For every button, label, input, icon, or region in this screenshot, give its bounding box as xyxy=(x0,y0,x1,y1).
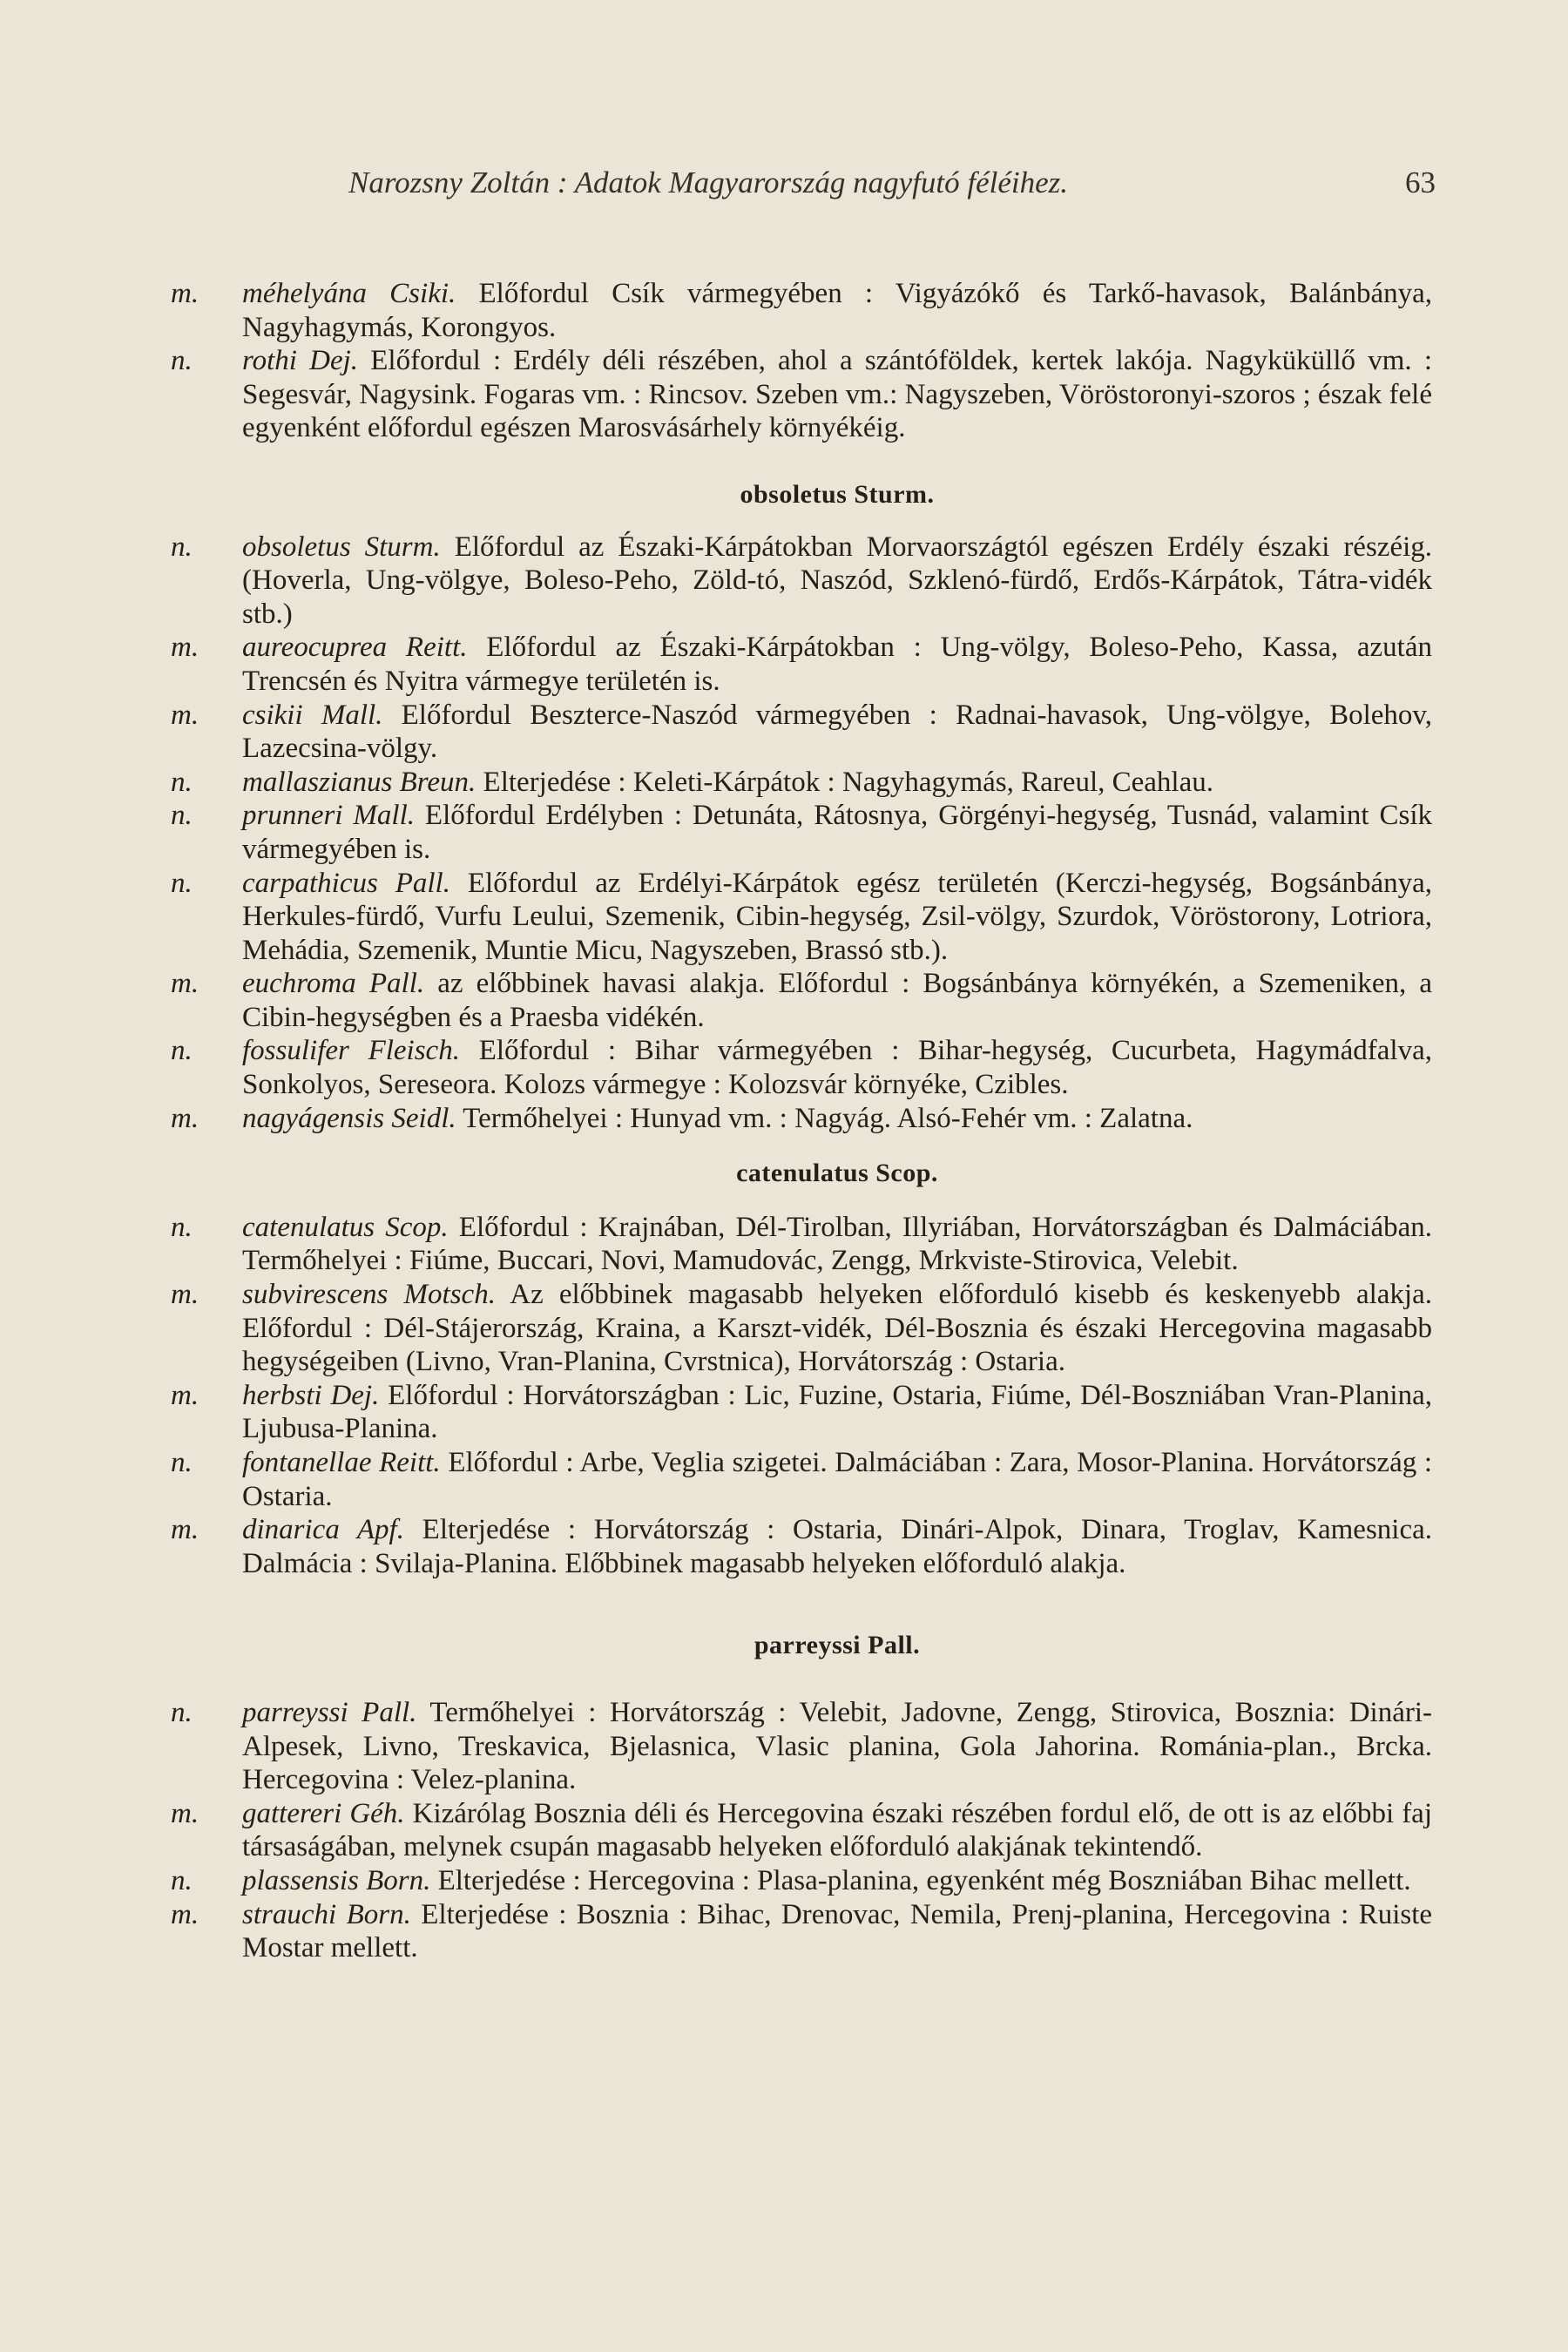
entry-species-name: nagyágensis Seidl. xyxy=(242,1102,456,1134)
entry-description: Termőhelyei : Horvátország : Velebit, Jadovne, Zengg, Stirovica, Bosznia: Dinári-Alpesek, Livno, Treskavica, Bjelasnica, Vlasic planina, Gola Jahorina. Románia-plan., Brcka. Hercegovina : Velez-planina. xyxy=(242,1696,1433,1796)
species-entry xyxy=(171,1379,1432,1446)
entry-prefix: m. xyxy=(171,1379,199,1411)
entry-species-name: catenulatus Scop. xyxy=(242,1211,449,1243)
entry-species-name: fossulifer Fleisch. xyxy=(242,1035,460,1067)
entry-species-name: fontanellae Reitt. xyxy=(242,1447,441,1478)
entry-prefix: n. xyxy=(171,1447,193,1478)
entry-description: Kizárólag Bosznia déli és Hercegovina északi részében fordul elő, de ott is az előbbi faj társaságában, melynek csupán magasabb helyeken előforduló alakjának tekintendő. xyxy=(242,1797,1432,1863)
species-entry xyxy=(171,1034,1432,1101)
species-entry xyxy=(171,967,1432,1034)
entry-description: az előbbinek havasi alakja. Előfordul : Bogsánbánya környékén, a Szemeniken, a Cibin-hegységben és a Praesba vidékén. xyxy=(242,968,1432,1033)
page-number: 63 xyxy=(1405,166,1436,199)
entry-prefix: n. xyxy=(171,345,193,377)
entry-prefix: n. xyxy=(171,766,193,798)
entry-description: Előfordul : Krajnában, Dél-Tirolban, Illyriában, Horvátországban és Dalmáciában. Termőhelyei : Fiúme, Buccari, Novi, Mamudovác, Zengg, Mrkviste-Stirovica, Velebit. xyxy=(242,1211,1432,1277)
species-entry xyxy=(171,766,1432,800)
entry-description: Előfordul az Északi-Kárpátokban Morvaországtól egészen Erdély északi részéig. (Hoverla, Ung-völgye, Boleso-Peho, Zöld-tó, Naszód, Szklenó-fürdő, Erdős-Kárpátok, Tátra-vidék stb.) xyxy=(242,531,1433,630)
entry-species-name: carpathicus Pall. xyxy=(242,867,450,899)
entry-prefix: n. xyxy=(171,1696,193,1728)
species-entry xyxy=(171,1797,1432,1864)
species-entry xyxy=(171,631,1432,698)
section-heading-obsoletus: obsoletus Sturm. xyxy=(740,479,935,509)
section-heading-catenulatus: catenulatus Scop. xyxy=(736,1159,938,1188)
entry-prefix: n. xyxy=(171,1035,193,1067)
species-entry xyxy=(171,1864,1432,1898)
entry-prefix: m. xyxy=(171,1898,199,1930)
entry-prefix: m. xyxy=(171,632,199,664)
entry-prefix: m. xyxy=(171,1797,199,1829)
entry-description: Elterjedése : Bosznia : Bihac, Drenovac, Nemila, Prenj-planina, Hercegovina : Ruiste Mostar mellett. xyxy=(242,1898,1433,1964)
entry-species-name: strauchi Born. xyxy=(242,1898,411,1930)
entry-species-name: prunneri Mall. xyxy=(242,800,415,832)
entry-prefix: n. xyxy=(171,1864,193,1896)
entry-species-name: plassensis Born. xyxy=(242,1864,431,1896)
species-entry xyxy=(171,799,1432,866)
entry-species-name: euchroma Pall. xyxy=(242,968,425,1000)
entry-description: Előfordul Beszterce-Naszód vármegyében : Radnai-havasok, Ung-völgye, Bolehov, Lazecsina-völgy. xyxy=(242,699,1433,765)
species-entry xyxy=(171,867,1432,968)
section-heading-parreyssi: parreyssi Pall. xyxy=(754,1631,921,1660)
entry-prefix: n. xyxy=(171,1211,193,1243)
species-entry xyxy=(171,1278,1432,1379)
entry-species-name: csikii Mall. xyxy=(242,699,383,731)
entry-description: Előfordul az Északi-Kárpátokban : Ung-völgy, Boleso-Peho, Kassa, azután Trencsén és Nyitra vármegye területén is. xyxy=(242,632,1432,697)
entry-description: Elterjedése : Keleti-Kárpátok : Nagyhagymás, Rareul, Ceahlau. xyxy=(483,766,1213,798)
entry-list-catenulatus xyxy=(171,1211,1432,1581)
entry-species-name: mallaszianus Breun. xyxy=(242,766,476,798)
entry-description: Előfordul : Arbe, Veglia szigetei. Dalmáciában : Zara, Mosor-Planina. Horvátország : Ostaria. xyxy=(242,1447,1433,1512)
entry-species-name: aureocuprea Reitt. xyxy=(242,632,468,664)
species-entry xyxy=(171,1102,1432,1136)
entry-description: Elterjedése : Hercegovina : Plasa-planina, egyenként még Boszniában Bihac mellett. xyxy=(437,1864,1411,1896)
entry-description: Előfordul az Erdélyi-Kárpátok egész területén (Kerczi-hegység, Bogsánbánya, Herkules-fürdő, Vurfu Leului, Szemenik, Cibin-hegység, Zsil-völgy, Szurdok, Vöröstorony, Lotriora, Mehádia, Szemenik, Muntie Micu, Nagyszeben, Brassó stb.). xyxy=(242,867,1433,966)
entry-list-parreyssi xyxy=(171,1696,1432,1965)
entry-description: Előfordul Erdélyben : Detunáta, Rátosnya, Görgényi-hegység, Tusnád, valamint Csík vármegyében is. xyxy=(242,800,1432,865)
entry-prefix: m. xyxy=(171,699,199,731)
entry-prefix: n. xyxy=(171,867,193,899)
entry-prefix: m. xyxy=(171,1279,199,1311)
entry-species-name: parreyssi Pall. xyxy=(242,1696,417,1728)
entry-species-name: rothi Dej. xyxy=(242,345,359,377)
entry-description: Termőhelyei : Hunyad vm. : Nagyág. Alsó-Fehér vm. : Zalatna. xyxy=(463,1102,1193,1134)
entry-description: Előfordul Csík vármegyében : Vigyázókő és Tarkő-havasok, Balánbánya, Nagyhagymás, Korongyos. xyxy=(242,278,1433,343)
entry-list-top xyxy=(171,277,1432,445)
species-entry xyxy=(171,699,1432,766)
entry-prefix: m. xyxy=(171,1514,199,1546)
species-entry xyxy=(171,277,1432,344)
entry-prefix: m. xyxy=(171,968,199,1000)
entry-prefix: m. xyxy=(171,1102,199,1134)
species-entry xyxy=(171,1898,1432,1965)
entry-species-name: obsoletus Sturm. xyxy=(242,531,441,563)
species-entry xyxy=(171,344,1432,445)
page-body xyxy=(171,277,1432,1965)
entry-species-name: subvirescens Motsch. xyxy=(242,1279,496,1311)
species-entry xyxy=(171,1446,1432,1513)
species-entry xyxy=(171,1211,1432,1278)
entry-description: Az előbbinek magasabb helyeken előforduló kisebb és keskenyebb alakja. Előfordul : Dél-Stájerország, Kraina, a Karszt-vidék, Dél-Bosznia és északi Hercegovina magasabb hegységeiben (Livno, Vran-Planina, Cvrstnica), Horvátország : Ostaria. xyxy=(242,1279,1432,1378)
species-entry xyxy=(171,531,1432,632)
entry-species-name: gattereri Géh. xyxy=(242,1797,405,1829)
header-title: Narozsny Zoltán : Adatok Magyarország nagyfutó féléihez. xyxy=(348,166,1069,199)
entry-prefix: n. xyxy=(171,800,193,832)
entry-description: Elterjedése : Horvátország : Ostaria, Dinári-Alpok, Dinara, Troglav, Kamesnica. Dalmácia : Svilaja-Planina. Előbbinek magasabb helyeken előforduló alakja. xyxy=(242,1514,1432,1579)
species-entry xyxy=(171,1696,1432,1797)
entry-description: Előfordul : Bihar vármegyében : Bihar-hegység, Cucurbeta, Hagymádfalva, Sonkolyos, Sereseora. Kolozs vármegye : Kolozsvár környéke, Czibles. xyxy=(242,1035,1432,1101)
entry-species-name: dinarica Apf. xyxy=(242,1514,404,1546)
entry-description: Előfordul : Erdély déli részében, ahol a szántóföldek, kertek lakója. Nagyküküllő vm. : Segesvár, Nagysink. Fogaras vm. : Rincsov. Szeben vm.: Nagyszeben, Vöröstoronyi-szoros ; észak felé egyenként előfordul egészen Marosvásárhely környékéig. xyxy=(242,345,1432,444)
entry-species-name: méhelyána Csiki. xyxy=(242,278,456,309)
entry-list-obsoletus xyxy=(171,531,1432,1136)
entry-species-name: herbsti Dej. xyxy=(242,1379,380,1411)
species-entry xyxy=(171,1513,1432,1580)
entry-description: Előfordul : Horvátországban : Lic, Fuzine, Ostaria, Fiúme, Dél-Boszniában Vran-Planina, Ljubusa-Planina. xyxy=(242,1379,1432,1445)
entry-prefix: n. xyxy=(171,531,193,563)
running-header xyxy=(348,166,1436,218)
entry-prefix: m. xyxy=(171,278,199,309)
